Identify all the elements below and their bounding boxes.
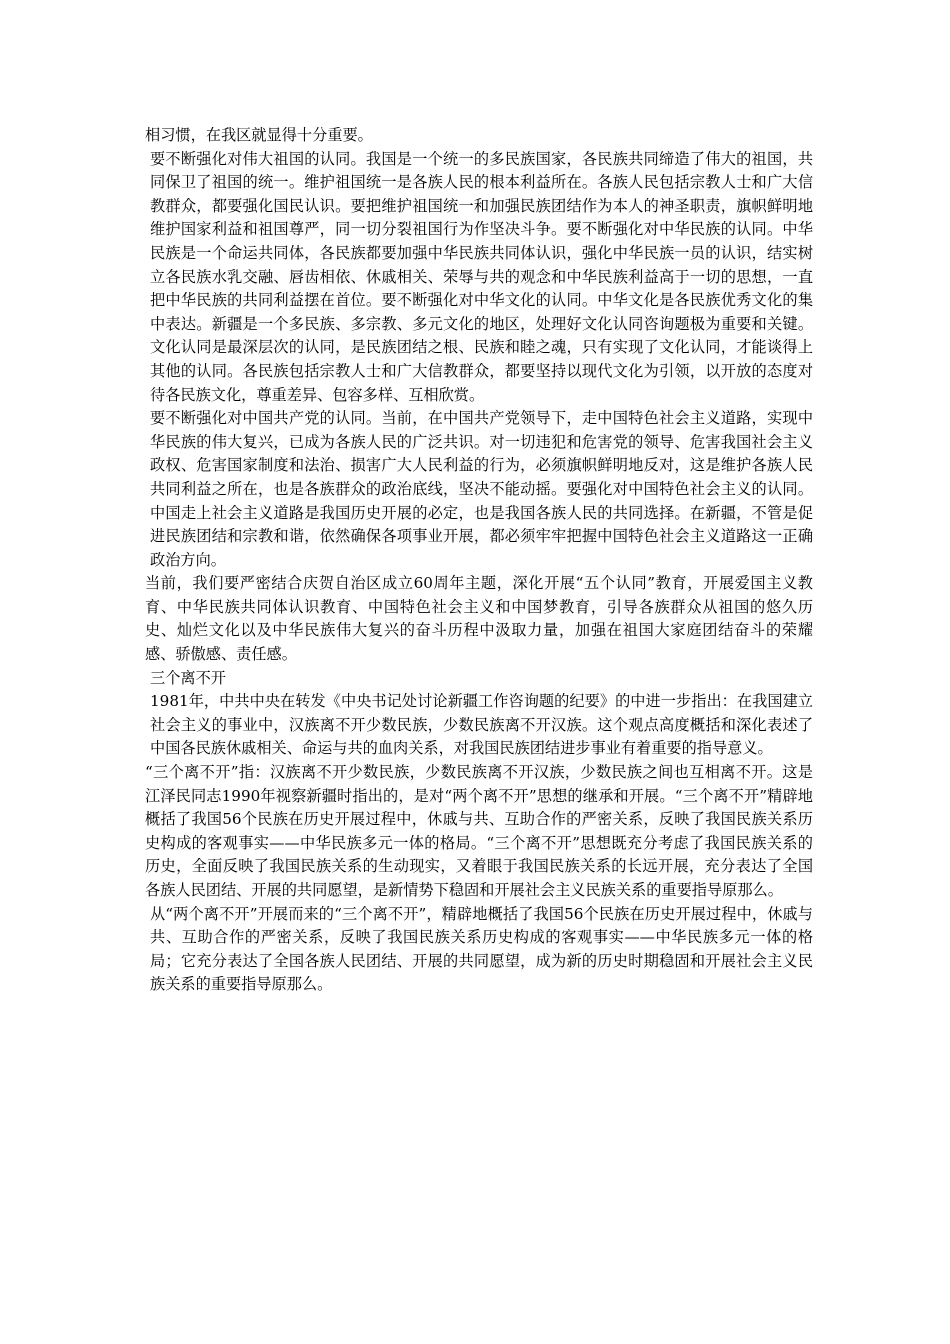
paragraph-7: 从“两个离不开”开展而来的“三个离不开”，精辟地概括了我国56个民族在历史开展过程中，休戚与共、互助合作的严密关系，反映了我国民族关系历史构成的客观事实——中华民族多元一体的格局；它充分表达了全国各族人民团结、开展的共同愿望，成为新的历史时期稳固和开展社会主义民族关系的重要指导原那么。 (150, 904, 813, 994)
section-heading: 三个离不开 (150, 668, 226, 687)
paragraph-1: 相习惯，在我区就显得十分重要。 (145, 126, 373, 144)
paragraph-5: 1981年，中共中央在转发《中央书记处讨论新疆工作咨询题的纪要》的中进一步指出：在我国建立社会主义的事业中，汉族离不开少数民族，少数民族离不开汉族。这个观点高度概括和深化表述了中国各民族休戚相关、命运与共的血肉关系，对我国民族团结进步事业有着重要的指导意义。 (150, 692, 813, 758)
document-body (145, 124, 813, 997)
paragraph-4: 当前，我们要严密结合庆贺自治区成立60周年主题，深化开展“五个认同”教育，开展爱国主义教育、中华民族共同体认识教育、中国特色社会主义和中国梦教育，引导各族群众从祖国的悠久历史、灿烂文化以及中华民族伟大复兴的奋斗历程中汲取力量，加强在祖国大家庭团结奋斗的荣耀感、骄傲感、责任感。 (145, 574, 813, 664)
paragraph-6: “三个离不开”指：汉族离不开少数民族，少数民族离不开汉族，少数民族之间也互相离不开。这是江泽民同志1990年视察新疆时指出的，是对“两个离不开”思想的继承和开展。“三个离不开”精辟地概括了我国56个民族在历史开展过程中，休戚与共、互助合作的严密关系，反映了我国民族关系历史构成的客观事实——中华民族多元一体的格局。“三个离不开”思想既充分考虑了我国民族关系的历史，全面反映了我国民族关系的生动现实，又着眼于我国民族关系的长远开展，充分表达了全国各族人民团结、开展的共同愿望，是新情势下稳固和开展社会主义民族关系的重要指导原那么。 (145, 763, 813, 899)
paragraph-2: 要不断强化对伟大祖国的认同。我国是一个统一的多民族国家，各民族共同缔造了伟大的祖国，共同保卫了祖国的统一。维护祖国统一是各族人民的根本利益所在。各族人民包括宗教人士和广大信教群众，都要强化国民认识。要把维护祖国统一和加强民族团结作为本人的神圣职责，旗帜鲜明地维护国家利益和祖国尊严，同一切分裂祖国行为作坚决斗争。要不断强化对中华民族的认同。中华民族是一个命运共同体，各民族都要加强中华民族共同体认识，强化中华民族一员的认识，结实树立各民族水乳交融、唇齿相依、休戚相关、荣辱与共的观念和中华民族利益高于一切的思想，一直把中华民族的共同利益摆在首位。要不断强化对中华文化的认同。中华文化是各民族优秀文化的集中表达。新疆是一个多民族、多宗教、多元文化的地区，处理好文化认同咨询题极为重要和关键。文化认同是最深层次的认同，是民族团结之根、民族和睦之魂，只有实现了文化认同，才能谈得上其他的认同。各民族包括宗教人士和广大信教群众，都要坚持以现代文化为引领，以开放的态度对待各民族文化，尊重差异、包容多样、互相欣赏。 (150, 149, 813, 404)
paragraph-3: 要不断强化对中国共产党的认同。当前，在中国共产党领导下，走中国特色社会主义道路，实现中华民族的伟大复兴，已成为各族人民的广泛共识。对一切违犯和危害党的领导、危害我国社会主义政权、危害国家制度和法治、损害广大人民利益的行为，必须旗帜鲜明地反对，这是维护各族人民共同利益之所在，也是各族群众的政治底线，坚决不能动摇。要强化对中国特色社会主义的认同。中国走上社会主义道路是我国历史开展的必定，也是我国各族人民的共同选择。在新疆，不管是促进民族团结和宗教和谐，依然确保各项事业开展，都必须牢牢把握中国特色社会主义道路这一正确政治方向。 (150, 409, 813, 569)
